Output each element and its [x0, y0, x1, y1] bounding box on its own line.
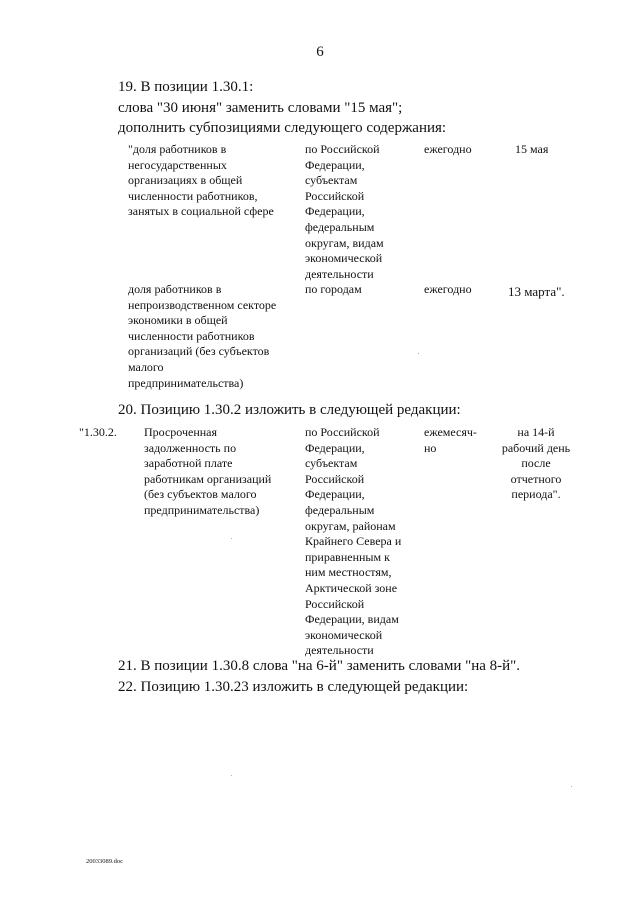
- item-20-code: "1.30.2.: [79, 425, 117, 439]
- row-2-indicator: доля работников в непроизводственном секторе экономики в общей численности работников организаций (без субъектов малого предпринимательства): [128, 282, 277, 390]
- row-2-breakdown: по городам: [305, 282, 362, 296]
- scan-speck: [418, 353, 419, 354]
- row-2-deadline: 13 марта".: [508, 284, 565, 299]
- item-19-line-2: дополнить субпозициями следующего содержания:: [118, 120, 447, 136]
- item-22: 22. Позицию 1.30.23 изложить в следующей редакции:: [118, 679, 469, 695]
- item-20-deadline: на 14-й рабочий день после отчетного периода".: [501, 425, 571, 502]
- item-20-periodicity: ежемесяч- но: [424, 425, 477, 455]
- row-1-breakdown: по Российской Федерации, субъектам Российской Федерации, федеральным округам, видам экономической деятельности: [305, 142, 384, 281]
- item-20-heading: 20. Позицию 1.30.2 изложить в следующей редакции:: [118, 402, 461, 418]
- item-20-breakdown: по Российской Федерации, субъектам Российской Федерации, федеральным округам, районам Крайнего Севера и приравненным к ним местностям, Арктической зоне Российской Федерации, видам экономической деятельности: [305, 425, 402, 658]
- row-1-periodicity: ежегодно: [424, 142, 472, 156]
- scan-speck: [231, 775, 232, 776]
- item-19-heading: 19. В позиции 1.30.1:: [118, 79, 254, 95]
- scan-speck: [571, 786, 572, 787]
- item-21: 21. В позиции 1.30.8 слова "на 6-й" заменить словами "на 8-й".: [118, 658, 521, 674]
- row-1-deadline: 15 мая: [515, 142, 549, 156]
- footer-filename: 20033089.doc: [86, 858, 124, 865]
- row-1-indicator: "доля работников в негосударственных организациях в общей численности работников, занятых в социальной сфере: [128, 142, 274, 219]
- row-2-periodicity: ежегодно: [424, 282, 472, 296]
- item-20-indicator: Просроченная задолженность по заработной плате работникам организаций (без субъектов малого предпринимательства): [144, 425, 272, 517]
- page-number: 6: [316, 44, 324, 60]
- item-19-line-1: слова "30 июня" заменить словами "15 мая";: [118, 100, 403, 116]
- scan-speck: [231, 538, 232, 539]
